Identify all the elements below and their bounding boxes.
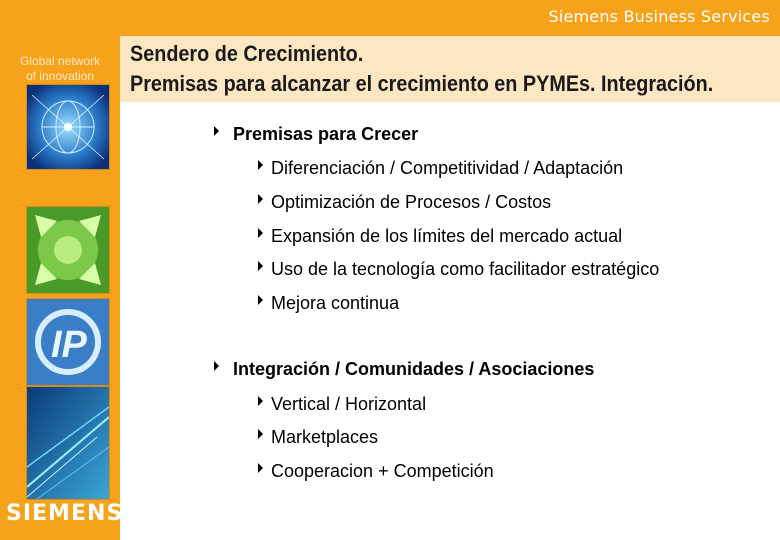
sub-bullet: Cooperacion + Competición [258, 461, 494, 482]
ip-logo-image [26, 298, 110, 386]
bullet-arrow-icon [258, 396, 263, 406]
bullet-premisas: Premisas para Crecer [214, 124, 418, 145]
bullet-arrow-icon [214, 126, 219, 136]
sub-bullet: Marketplaces [258, 427, 378, 448]
title-band [120, 36, 780, 102]
bullet-arrow-icon [258, 160, 263, 170]
sidebar [0, 36, 124, 540]
bullet-arrow-icon [258, 463, 263, 473]
tagline [0, 54, 120, 84]
green-arrows-image [26, 206, 110, 294]
bullet-arrow-icon [258, 261, 263, 271]
top-banner [0, 0, 780, 36]
sub-bullet: Diferenciación / Competitividad / Adaptación [258, 158, 623, 179]
bullet-integracion: Integración / Comunidades / Asociaciones [214, 359, 594, 380]
network-globe-image [26, 84, 110, 170]
sub-bullet: Optimización de Procesos / Costos [258, 192, 551, 213]
bullet-arrow-icon [258, 228, 263, 238]
bullet-arrow-icon [258, 295, 263, 305]
siemens-logo: SIEMENS [6, 501, 124, 526]
tagline-line-1: Global network [19, 54, 101, 68]
svg-text:IP: IP [51, 324, 87, 366]
sub-bullet: Uso de la tecnología como facilitador estratégico [258, 259, 659, 280]
sub-bullet: Expansión de los límites del mercado actual [258, 226, 622, 247]
bullet-arrow-icon [258, 194, 263, 204]
bullet-arrow-icon [214, 361, 219, 371]
brand-name: Siemens Business Services [548, 7, 770, 26]
data-stream-image [26, 386, 110, 500]
sub-bullet: Vertical / Horizontal [258, 394, 426, 415]
slide-subtitle: Premisas para alcanzar el crecimiento en PYMEs. Integración. [130, 71, 714, 96]
bullet-arrow-icon [258, 429, 263, 439]
tagline-line-2: of innovation [25, 69, 95, 83]
slide-title: Sendero de Crecimiento. [130, 41, 364, 66]
sub-bullet: Mejora continua [258, 293, 399, 314]
